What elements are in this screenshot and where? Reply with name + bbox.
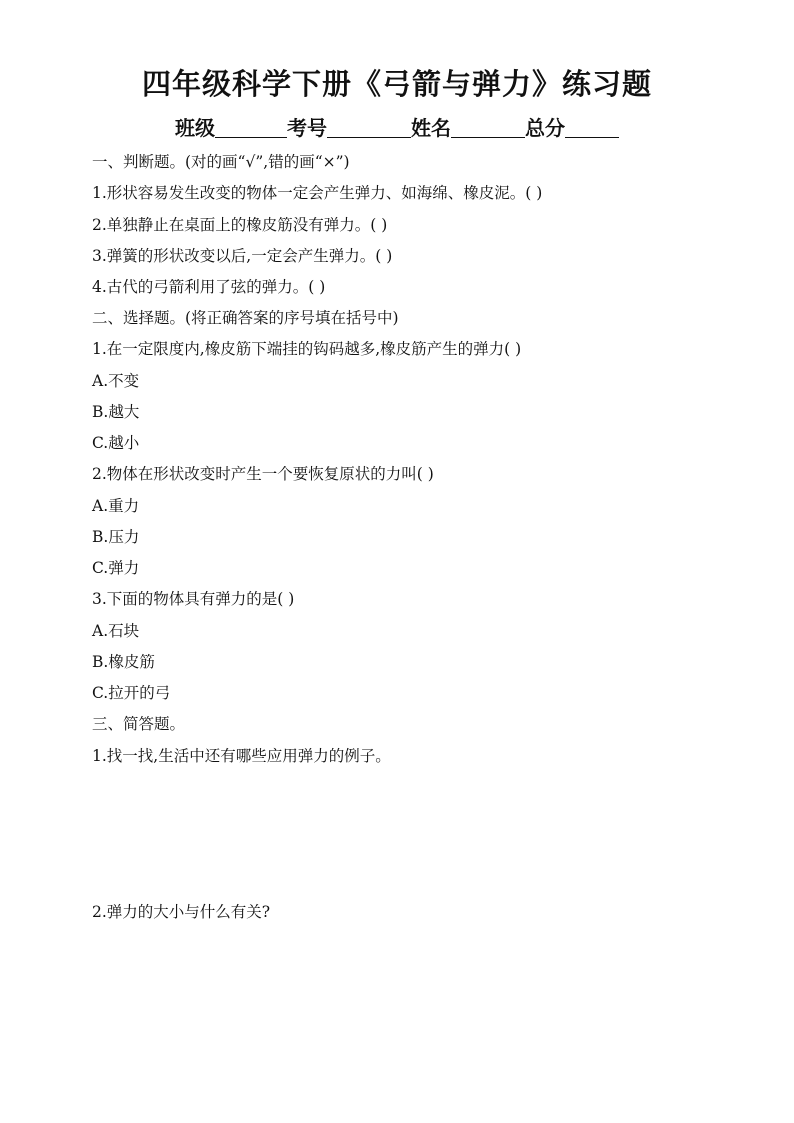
exam-no-blank[interactable]	[327, 117, 411, 138]
judge-question-3: 3.弹簧的形状改变以后,一定会产生弹力。( )	[92, 247, 393, 265]
section2-heading: 二、选择题。(将正确答案的序号填在括号中)	[92, 309, 399, 327]
score-blank[interactable]	[565, 117, 619, 138]
score-label: 总分	[525, 116, 565, 140]
student-info-row	[0, 112, 794, 141]
short-answer-question-1: 1.找一找,生活中还有哪些应用弹力的例子。	[92, 747, 391, 765]
name-blank[interactable]	[451, 117, 525, 138]
judge-question-4: 4.古代的弓箭利用了弦的弹力。( )	[92, 278, 326, 296]
section3-heading: 三、简答题。	[92, 715, 186, 733]
choice-1-option-a: A.不变	[92, 372, 140, 390]
short-answer-question-2: 2.弹力的大小与什么有关?	[92, 903, 271, 921]
choice-3-option-a: A.石块	[92, 622, 140, 640]
class-blank[interactable]	[215, 117, 287, 138]
choice-2-option-c: C.弹力	[92, 559, 140, 577]
choice-1-option-c: C.越小	[92, 434, 140, 452]
choice-2-option-b: B.压力	[92, 528, 140, 546]
class-label: 班级	[175, 116, 215, 140]
choice-question-2: 2.物体在形状改变时产生一个要恢复原状的力叫( )	[92, 465, 434, 483]
choice-question-1: 1.在一定限度内,橡皮筋下端挂的钩码越多,橡皮筋产生的弹力( )	[92, 340, 522, 358]
judge-question-1: 1.形状容易发生改变的物体一定会产生弹力、如海绵、橡皮泥。( )	[92, 184, 543, 202]
name-label: 姓名	[411, 116, 451, 140]
judge-question-2: 2.单独静止在桌面上的橡皮筋没有弹力。( )	[92, 216, 388, 234]
choice-3-option-b: B.橡皮筋	[92, 653, 155, 671]
choice-1-option-b: B.越大	[92, 403, 140, 421]
choice-3-option-c: C.拉开的弓	[92, 684, 171, 702]
choice-2-option-a: A.重力	[92, 497, 140, 515]
page-title: 四年级科学下册《弓箭与弹力》练习题	[141, 67, 652, 101]
section1-heading: 一、判断题。(对的画“√”,错的画“×”)	[92, 153, 350, 171]
exam-no-label: 考号	[287, 116, 327, 140]
choice-question-3: 3.下面的物体具有弹力的是( )	[92, 590, 295, 608]
